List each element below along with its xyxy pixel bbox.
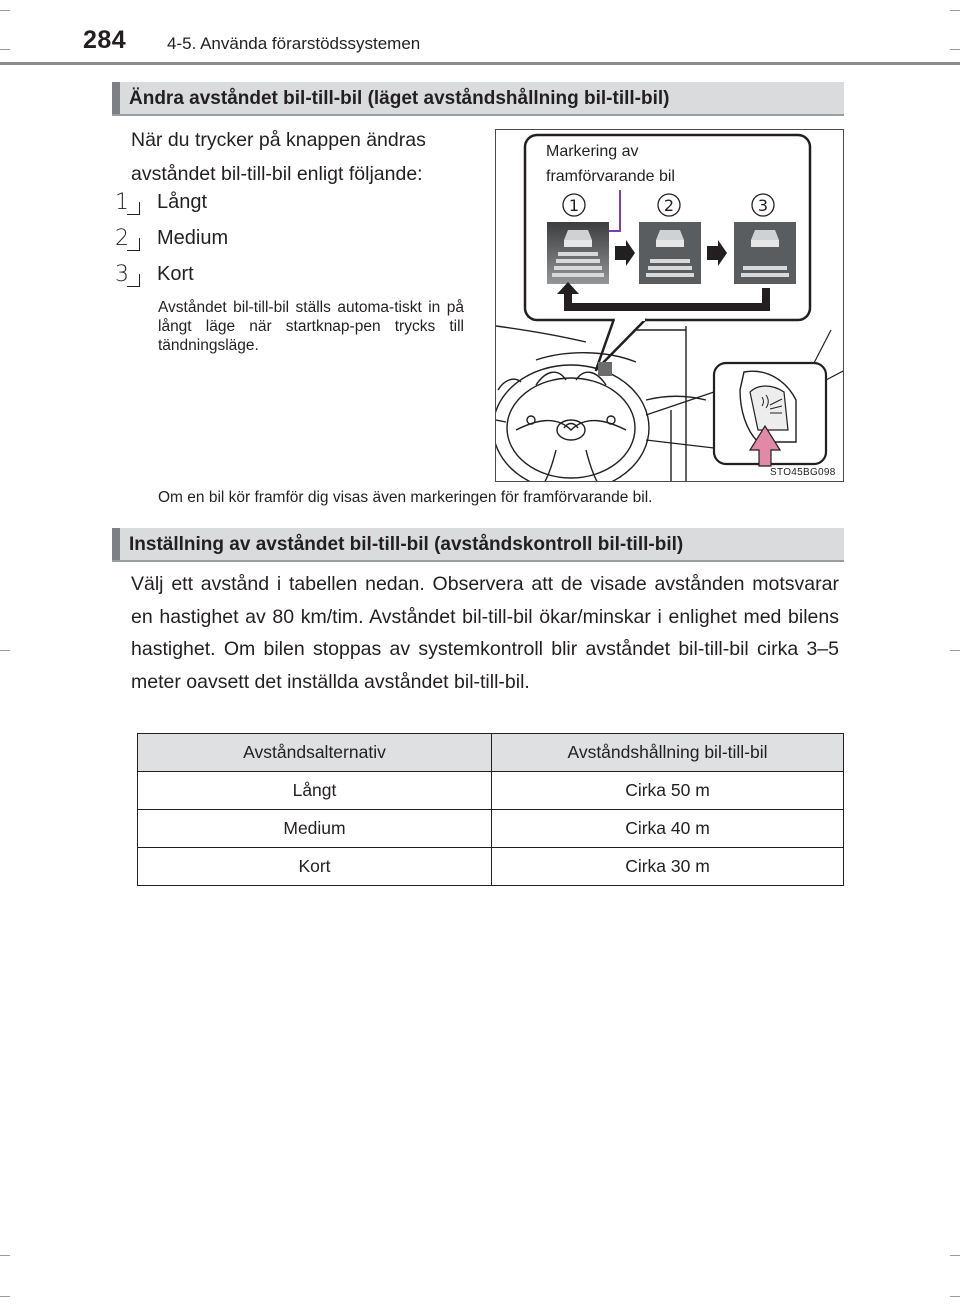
step-label-2: 2: [663, 196, 675, 215]
page-number: 284: [83, 26, 127, 54]
table-row: [138, 810, 844, 848]
table-row: [138, 848, 844, 886]
table-header-cell: Avståndsalternativ: [138, 734, 492, 772]
callout-label: Markering av framförvarande bil: [546, 143, 675, 185]
step-number: 1: [115, 190, 129, 215]
note-text-2: Om en bil kör framför dig visas även markeringen för framförvarande bil.: [158, 489, 653, 506]
crop-mark: [950, 49, 960, 50]
note-text: Avståndet bil-till-bil ställs automa-tiskt in på långt läge när startknap-pen trycks till tändningsläge.: [158, 299, 464, 354]
table-cell: Cirka 40 m: [492, 810, 844, 848]
table-cell: Cirka 30 m: [492, 848, 844, 886]
display-panel-3: [734, 222, 796, 284]
section-heading-2: [112, 528, 844, 562]
steering-wheel-lineart: [496, 326, 706, 482]
table-header-cell: Avståndshållning bil-till-bil: [492, 734, 844, 772]
crop-mark: [950, 10, 960, 11]
crop-mark: [950, 1296, 960, 1297]
crop-mark: [950, 1255, 960, 1256]
section-heading-1: [112, 82, 844, 116]
crop-mark: [0, 650, 10, 651]
table-cell: Cirka 50 m: [492, 772, 844, 810]
step-label-1: 1: [568, 196, 580, 215]
section-path: 4-5. Använda förarstödssystemen: [167, 34, 421, 53]
option-label: Medium: [157, 227, 229, 249]
table-cell: Medium: [138, 810, 492, 848]
crop-mark: [0, 1296, 10, 1297]
crop-mark: [0, 10, 10, 11]
body-paragraph: Välj ett avstånd i tabellen nedan. Observera att de visade avstånden motsvarar en hastighet av 80 km/tim. Avståndet bil-till-bil ökar/minskar i enlighet med bilens hastighet. Om bilen stoppas av systemkontroll blir avståndet bil-till-bil cirka 3–5 meter oavsett det inställda avståndet bil-till-bil.: [131, 573, 839, 693]
section-title-1: Ändra avståndet bil-till-bil (läget avståndshållning bil-till-bil): [129, 88, 670, 109]
option-label: Kort: [157, 263, 194, 285]
section-accent: [112, 528, 120, 560]
step-number: 3: [115, 262, 129, 287]
distance-table: [137, 733, 844, 886]
section-title-2: Inställning av avståndet bil-till-bil (avståndskontroll bil-till-bil): [129, 534, 684, 555]
crop-mark: [0, 1255, 10, 1256]
option-label: Långt: [157, 191, 208, 213]
table-header-row: [138, 734, 844, 772]
table-row: [138, 772, 844, 810]
figure-code: STO45BG098: [770, 467, 836, 478]
step-label-3: 3: [757, 196, 769, 215]
step-number: 2: [115, 226, 129, 251]
table-cell: Långt: [138, 772, 492, 810]
crop-mark: [950, 650, 960, 651]
header-rule: [0, 62, 960, 65]
table-cell: Kort: [138, 848, 492, 886]
intro-paragraph: När du trycker på knappen ändras avståndet bil-till-bil enligt följande:: [131, 129, 426, 185]
section-accent: [112, 82, 120, 114]
display-panel-2: [639, 222, 701, 284]
display-panel-1: [547, 222, 609, 284]
crop-mark: [0, 49, 10, 50]
